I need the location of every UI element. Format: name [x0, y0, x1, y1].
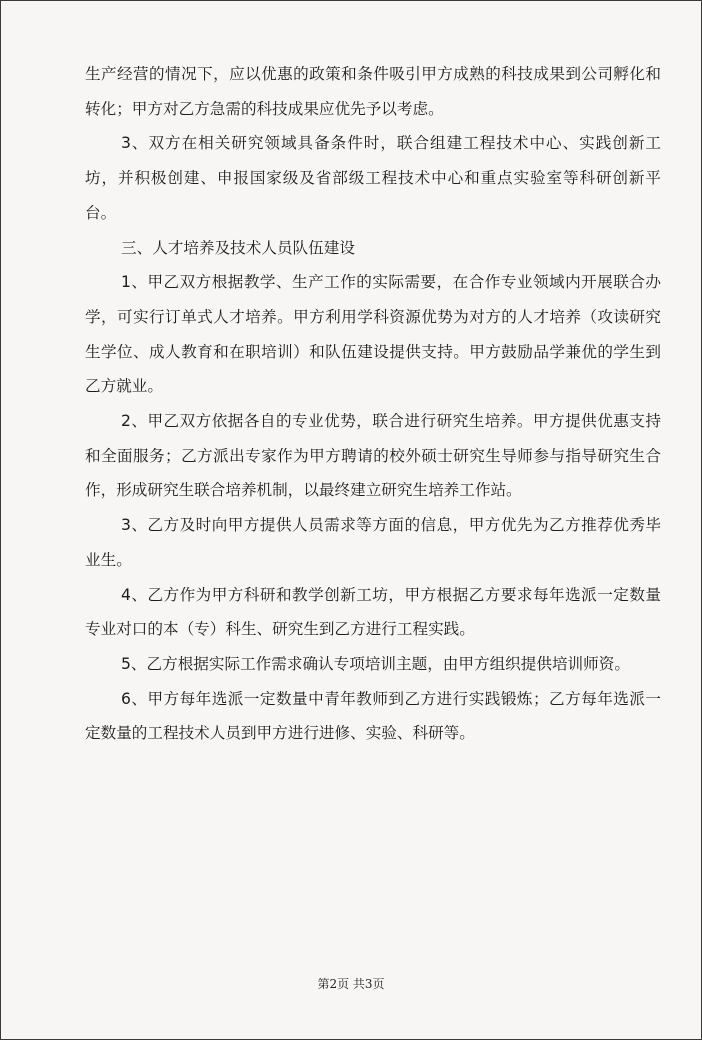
- paragraph-item-4-practice: 4、乙方作为甲方科研和教学创新工坊，甲方根据乙方要求每年选派一定数量专业对口的本（专）科生、研究生到乙方进行工程实践。: [85, 585, 661, 639]
- document-body: [85, 57, 661, 751]
- paragraph-item-5-training: 5、乙方根据实际工作需求确认专项培训主题，由甲方组织提供培训师资。: [121, 654, 630, 673]
- paragraph-item-2-graduate-training: 2、甲乙双方依据各自的专业优势，联合进行研究生培养。甲方提供优惠支持和全面服务；乙方派出专家作为甲方聘请的校外硕士研究生导师参与指导研究生合作，形成研究生联合培养机制，以最终建立研究生培养工作站。: [85, 412, 661, 500]
- paragraph-continuation: 生产经营的情况下，应以优惠的政策和条件吸引甲方成熟的科技成果到公司孵化和转化；甲方对乙方急需的科技成果应优先予以考虑。: [85, 65, 661, 118]
- section-heading-talent: 三、人才培养及技术人员队伍建设: [121, 238, 355, 257]
- paragraph-item-3-platform: 3、双方在相关研究领域具备条件时，联合组建工程技术中心、实践创新工坊，并积极创建、申报国家级及省部级工程技术中心和重点实验室等科研创新平台。: [85, 134, 661, 222]
- paragraph-item-6-exchange: 6、甲方每年选派一定数量中青年教师到乙方进行实践锻炼；乙方每年选派一定数量的工程技术人员到甲方进行进修、实验、科研等。: [85, 689, 661, 743]
- page-number-footer: 第2页 共3页: [317, 977, 385, 991]
- paragraph-item-1-joint-education: 1、甲乙双方根据教学、生产工作的实际需要，在合作专业领域内开展联合办学，可实行订单式人才培养。甲方利用学科资源优势为对方的人才培养（攻读研究生学位、成人教育和在职培训）和队伍建设提供支持。甲方鼓励品学兼优的学生到乙方就业。: [85, 273, 661, 396]
- paragraph-item-3-graduates: 3、乙方及时向甲方提供人员需求等方面的信息，甲方优先为乙方推荐优秀毕业生。: [85, 516, 661, 569]
